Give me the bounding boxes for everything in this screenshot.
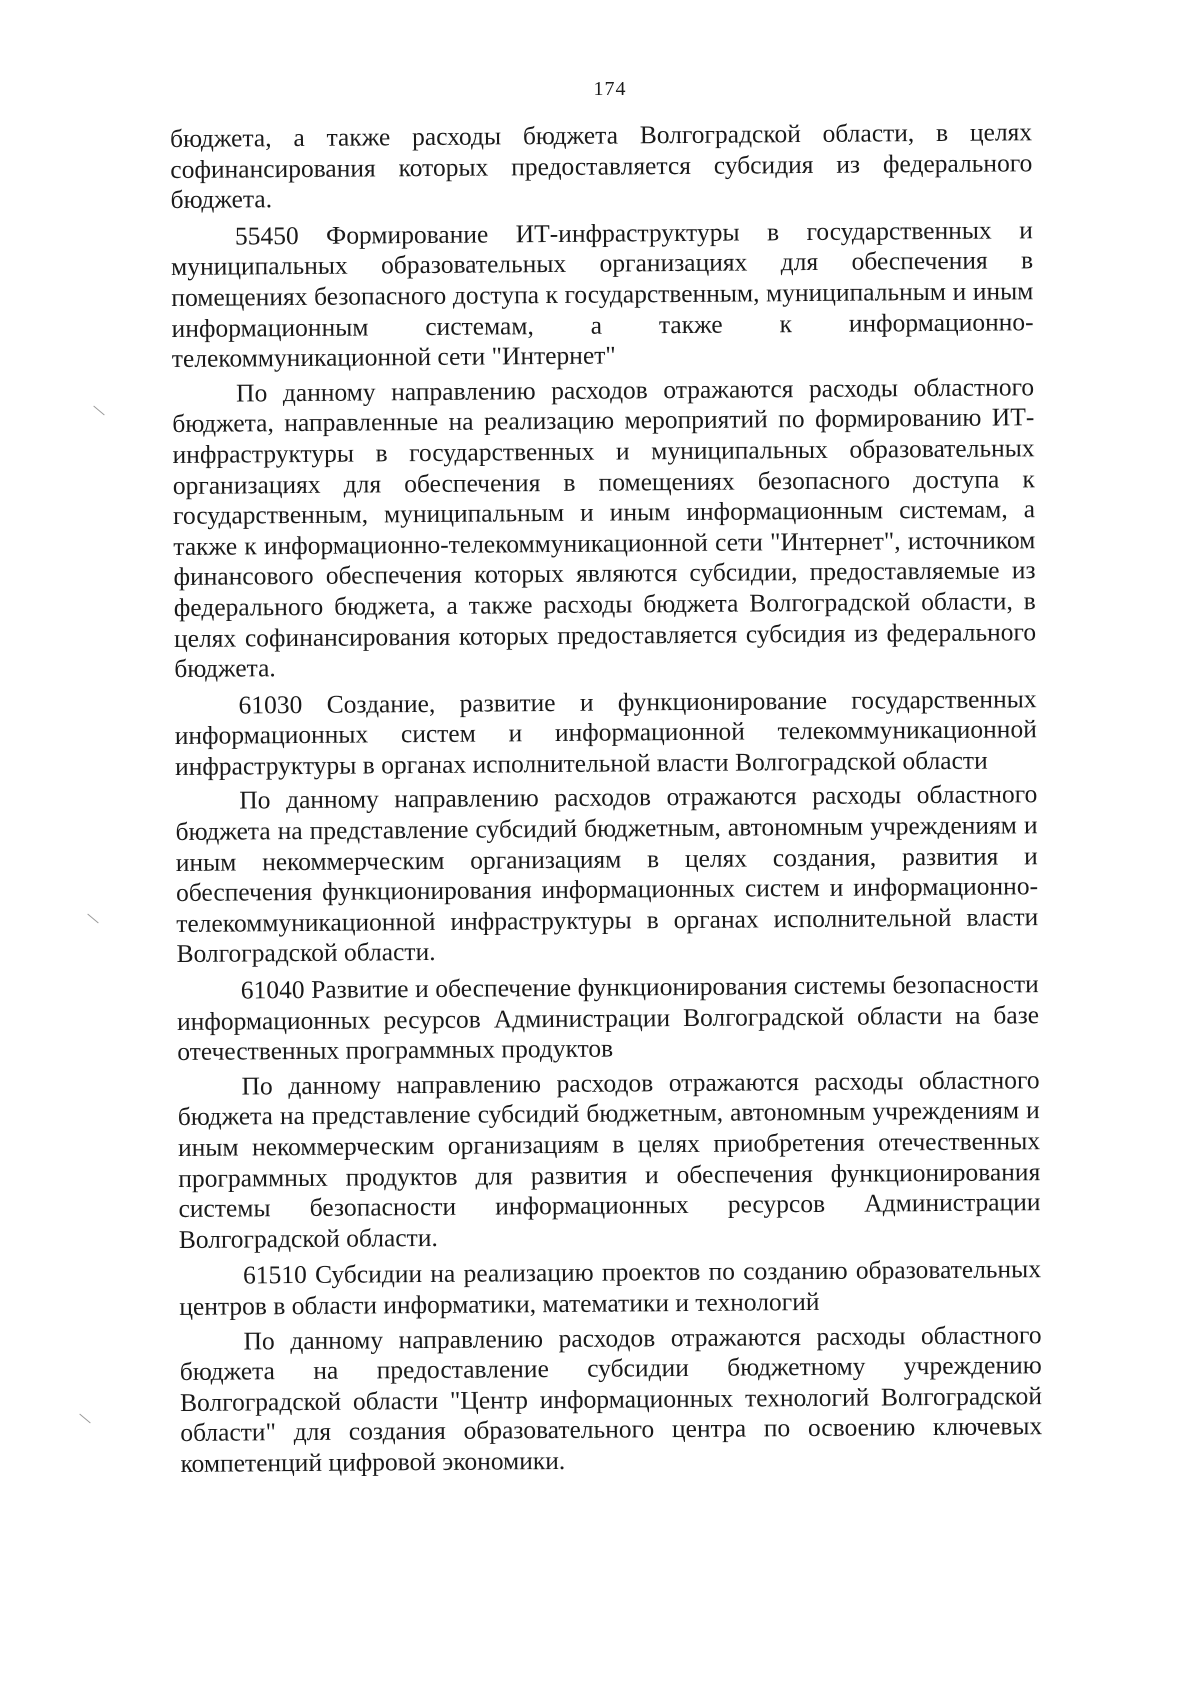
section-body-55450: По данному направлению расходов отражаются расходы областного бюджета, направленные на реализацию мероприятий по формированию ИТ-инфраструктуры в государственных и муниципальных образовательных организациях для обеспечения в помещениях безопасного доступа к государственным, муниципальным и иным информационным системам, а также к информационно-телекоммуникационной сети "Интернет", источником финансового обеспечения которых являются субсидии, предоставляемые из федерального бюджета, а также расходы бюджета Волгоградской области, в целях софинансирования которых предоставляется субсидия из федерального бюджета. [172,371,1037,684]
section-body-61510: По данному направлению расходов отражаются расходы областного бюджета на предоставление субсидии бюджетному учреждению Волгоградской области "Центр информационных технологий Волгоградской области" для создания образовательного центра по освоению ключевых компетенций цифровой экономики. [179,1319,1043,1478]
document-body [170,117,1043,1479]
paragraph-continuation: бюджета, а также расходы бюджета Волгоградской области, в целях софинансирования которых предоставляется субсидия из федерального бюджета. [170,117,1033,215]
section-heading-61030: 61030 Создание, развитие и функционирование государственных информационных систем и информационной телекоммуникационной инфраструктуры в органах исполнительной власти Волгоградской области [174,683,1037,781]
page-number: 174 [593,78,627,100]
scan-mark [93,406,104,416]
section-heading-61040: 61040 Развитие и обеспечение функционирования системы безопасности информационных ресурсов Администрации Волгоградской области на базе отечественных программных продуктов [176,969,1040,1067]
scan-mark [79,1414,90,1424]
section-heading-55450: 55450 Формирование ИТ-инфраструктуры в государственных и муниципальных образовательных организациях для обеспечения в помещениях безопасного доступа к государственным, муниципальным и иным информационным системам, а также к информационно-телекоммуникационной сети "Интернет" [171,215,1034,374]
section-body-61040: По данному направлению расходов отражаются расходы областного бюджета на представление субсидий бюджетным, автономным учреждениям и иным некоммерческим организациям в целях приобретения отечественных программных продуктов для развития и обеспечения функционирования системы безопасности информационных ресурсов Администрации Волгоградской области. [177,1065,1041,1254]
section-heading-61510: 61510 Субсидии на реализацию проектов по созданию образовательных центров в области информатики, математики и технологий [179,1254,1042,1321]
section-body-61030: По данному направлению расходов отражаются расходы областного бюджета на представление субсидий бюджетным, автономным учреждениям и иным некоммерческим организациям в целях создания, развития и обеспечения функционирования информационных систем и информационно-телекоммуникационной инфраструктуры в органах исполнительной власти Волгоградской области. [175,779,1039,969]
scan-mark [87,914,98,924]
